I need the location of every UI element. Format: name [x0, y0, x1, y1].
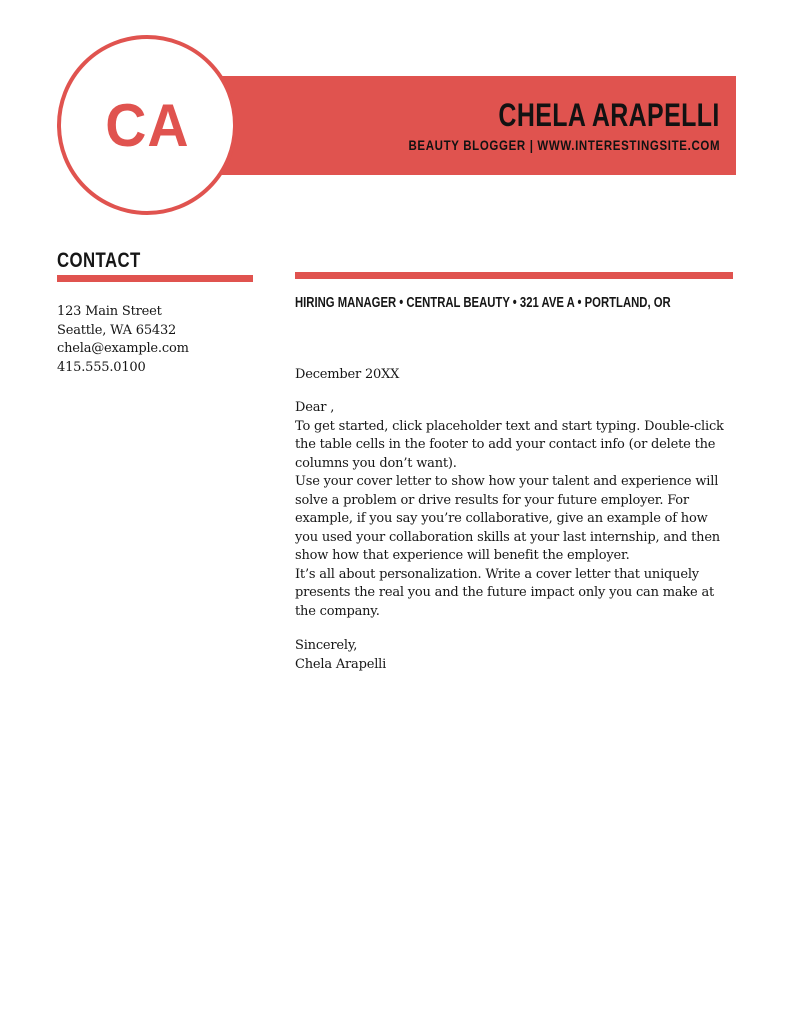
- header-tagline: BEAUTY BLOGGER | WWW.INTERESTINGSITE.COM: [408, 137, 720, 153]
- letter-text-line: show how that experience will benefit the employer.: [295, 548, 630, 563]
- letter-section: [295, 272, 733, 674]
- letter-text-line: To get started, click placeholder text and start typing. Double-click: [295, 418, 724, 434]
- letter-text-line: the company.: [295, 603, 380, 619]
- contact-section: [57, 250, 253, 377]
- letter-text-line: solve a problem or drive results for your future employer. For: [295, 492, 689, 508]
- contact-line: 123 Main Street: [57, 304, 162, 319]
- monogram-badge: [57, 35, 237, 215]
- contact-divider-bar: [57, 275, 253, 282]
- closing-line: Sincerely,: [295, 638, 358, 653]
- contact-line: 415.555.0100: [57, 359, 146, 375]
- contact-line: Seattle, WA 65432: [57, 322, 177, 338]
- monogram-initials: CA: [104, 91, 190, 159]
- letter-text-line: Dear ,: [295, 400, 335, 415]
- letter-text-line: columns you don’t want).: [295, 455, 457, 471]
- letter-text-line: example, if you say you’re collaborative, give an example of how: [295, 511, 708, 526]
- recipient-line: HIRING MANAGER • CENTRAL BEAUTY • 321 AVE A • PORTLAND, OR: [295, 295, 671, 311]
- contact-heading: CONTACT: [57, 249, 141, 272]
- letter-text-line: Use your cover letter to show how your talent and experience will: [295, 474, 719, 489]
- letter-body: [295, 399, 733, 621]
- letter-text-line: the table cells in the footer to add your contact info (or delete the: [295, 437, 716, 452]
- letter-divider-bar: [295, 272, 733, 279]
- letter-text-line: you used your collaboration skills at your last internship, and then: [295, 529, 720, 545]
- date-line: December 20XX: [295, 367, 400, 382]
- signature-line: Chela Arapelli: [295, 656, 387, 672]
- contact-line: chela@example.com: [57, 341, 189, 356]
- letter-closing: [295, 637, 733, 674]
- letter-text-line: It’s all about personalization. Write a cover letter that uniquely: [295, 566, 699, 582]
- letter-text-line: presents the real you and the future impact only you can make at: [295, 585, 715, 600]
- contact-details: [57, 303, 253, 377]
- header-name: CHELA ARAPELLI: [498, 97, 720, 133]
